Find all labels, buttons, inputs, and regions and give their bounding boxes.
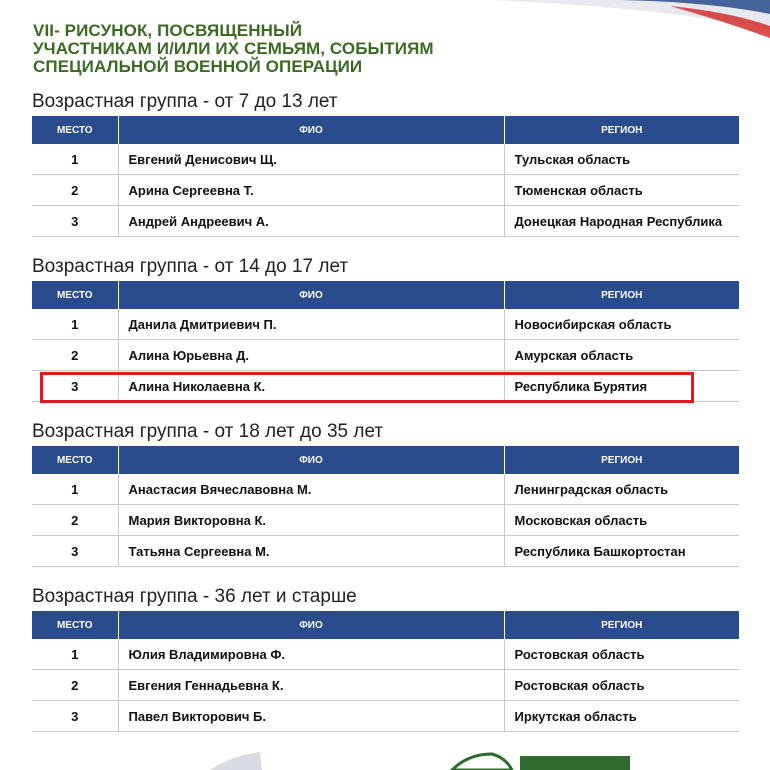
region-cell: Тюменская область xyxy=(504,175,739,206)
place-cell: 1 xyxy=(32,309,118,340)
age-group-title: Возрастная группа - от 18 лет до 35 лет xyxy=(32,421,384,442)
column-header-region: РЕГИОН xyxy=(504,116,739,144)
name-cell: Евгений Денисович Щ. xyxy=(118,144,504,175)
results-table xyxy=(32,116,739,237)
heading-line-3: СПЕЦИАЛЬНОЙ ВОЕННОЙ ОПЕРАЦИИ xyxy=(33,57,363,76)
results-table xyxy=(32,446,739,567)
table-row xyxy=(32,701,739,732)
name-cell: Данила Дмитриевич П. xyxy=(118,309,504,340)
name-cell: Павел Викторович Б. xyxy=(118,701,504,732)
section-heading xyxy=(33,22,553,76)
table-row xyxy=(32,144,739,175)
table-row xyxy=(32,670,739,701)
heading-line-1: VII- РИСУНОК, ПОСВЯЩЕННЫЙ xyxy=(33,21,303,40)
column-header-region: РЕГИОН xyxy=(504,446,739,474)
place-cell: 1 xyxy=(32,144,118,175)
place-cell: 3 xyxy=(32,536,118,567)
region-cell: Республика Бурятия xyxy=(504,371,739,402)
column-header-place: МЕСТО xyxy=(32,281,118,309)
region-cell: Московская область xyxy=(504,505,739,536)
region-cell: Республика Башкортостан xyxy=(504,536,739,567)
place-cell: 1 xyxy=(32,474,118,505)
name-cell: Алина Николаевна К. xyxy=(118,371,504,402)
name-cell: Андрей Андреевич А. xyxy=(118,206,504,237)
place-cell: 2 xyxy=(32,670,118,701)
column-header-name: ФИО xyxy=(118,116,504,144)
highlight-box xyxy=(40,372,694,403)
column-header-region: РЕГИОН xyxy=(504,281,739,309)
column-header-name: ФИО xyxy=(118,281,504,309)
heading-line-2: УЧАСТНИКАМ И/ИЛИ ИХ СЕМЬЯМ, СОБЫТИЯМ xyxy=(33,39,434,58)
table-row xyxy=(32,206,739,237)
footer-logos-partial xyxy=(0,742,770,770)
table-row xyxy=(32,474,739,505)
results-table xyxy=(32,611,739,732)
name-cell: Юлия Владимировна Ф. xyxy=(118,639,504,670)
region-cell: Новосибирская область xyxy=(504,309,739,340)
region-cell: Ростовская область xyxy=(504,670,739,701)
name-cell: Евгения Геннадьевна К. xyxy=(118,670,504,701)
age-group-title: Возрастная группа - от 7 до 13 лет xyxy=(32,91,338,112)
column-header-place: МЕСТО xyxy=(32,446,118,474)
region-cell: Ростовская область xyxy=(504,639,739,670)
table-header-row xyxy=(32,611,739,639)
name-cell: Анастасия Вячеславовна М. xyxy=(118,474,504,505)
column-header-place: МЕСТО xyxy=(32,611,118,639)
table-header-row xyxy=(32,116,739,144)
column-header-region: РЕГИОН xyxy=(504,611,739,639)
region-cell: Тульская область xyxy=(504,144,739,175)
region-cell: Амурская область xyxy=(504,340,739,371)
column-header-place: МЕСТО xyxy=(32,116,118,144)
age-group-title: Возрастная группа - от 14 до 17 лет xyxy=(32,256,349,277)
name-cell: Алина Юрьевна Д. xyxy=(118,340,504,371)
column-header-name: ФИО xyxy=(118,611,504,639)
place-cell: 3 xyxy=(32,206,118,237)
place-cell: 2 xyxy=(32,175,118,206)
table-header-row xyxy=(32,281,739,309)
name-cell: Мария Викторовна К. xyxy=(118,505,504,536)
age-group-title: Возрастная группа - 36 лет и старше xyxy=(32,586,357,607)
place-cell: 2 xyxy=(32,505,118,536)
table-row xyxy=(32,639,739,670)
table-row xyxy=(32,505,739,536)
place-cell: 2 xyxy=(32,340,118,371)
table-row xyxy=(32,340,739,371)
region-cell: Ленинградская область xyxy=(504,474,739,505)
table-row xyxy=(32,536,739,567)
table-row xyxy=(32,175,739,206)
table-row xyxy=(32,309,739,340)
place-cell: 3 xyxy=(32,701,118,732)
region-cell: Иркутская область xyxy=(504,701,739,732)
place-cell: 3 xyxy=(32,371,118,402)
table-header-row xyxy=(32,446,739,474)
region-cell: Донецкая Народная Республика xyxy=(504,206,739,237)
name-cell: Татьяна Сергеевна М. xyxy=(118,536,504,567)
place-cell: 1 xyxy=(32,639,118,670)
column-header-name: ФИО xyxy=(118,446,504,474)
name-cell: Арина Сергеевна Т. xyxy=(118,175,504,206)
